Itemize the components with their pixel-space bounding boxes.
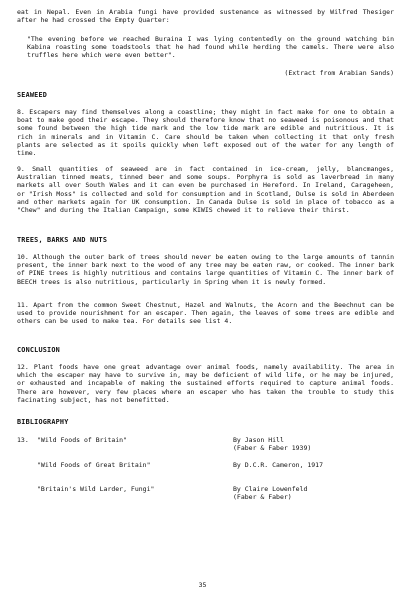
quote-source: (Extract from Arabian Sands) — [284, 69, 394, 77]
paragraph-11: 11. Apart from the common Sweet Chestnut, Hazel and Walnuts, the Acorn and the Beechnut can be used to provide nourishment for an escaper. Then again, the leaves of some trees are edible and others can be used to make tea. For details see list 4. — [17, 301, 394, 326]
bibliography-author: By D.C.R. Cameron, 1917 — [233, 461, 324, 469]
bibliography-number: 13. — [17, 436, 29, 444]
bibliography-entry — [17, 485, 394, 503]
bibliography-title: "Britain's Wild Larder, Fungi" — [37, 485, 155, 493]
bibliography-entry — [17, 461, 394, 471]
paragraph-8: 8. Escapers may find themselves along a coastline; they might in fact make for one to obtain a boat to make good their escape. They should therefore know that no seaweed is poisonous and that some found between the high tide mark and the low tide mark are edible and nutritious. It is rich in minerals and in Vitamin C. Care should be taken when collecting it that only fresh plants are selected as it spoils quickly when left exposed out of the water for any length of time. — [17, 108, 394, 158]
conclusion-heading: CONCLUSION — [17, 346, 60, 354]
bibliography-title: "Wild Foods of Great Britain" — [37, 461, 151, 469]
paragraph-10: 10. Although the outer bark of trees should never be eaten owing to the large amounts of tannin present, the inner bark next to the wood of any tree may be eaten raw, or cooked. The inner bark of PINE trees is highly nutritious and contains large quantities of Vitamin C. The inner bark of BEECH trees is also nutritious, particularly in Spring when it is newly formed. — [17, 253, 394, 286]
seaweed-heading: SEAWEED — [17, 91, 48, 99]
bibliography-entry — [17, 436, 394, 454]
bibliography-author: By Claire Lowenfeld (Faber & Faber) — [233, 485, 308, 502]
intro-paragraph: eat in Nepal. Even in Arabia fungi have provided sustenance as witnessed by Wilfred Thesiger after he had crossed the Empty Quarter: — [17, 8, 394, 25]
bibliography-title: "Wild Foods of Britain" — [37, 436, 128, 444]
page-number: 35 — [198, 581, 207, 589]
trees-heading: TREES, BARKS AND NUTS — [17, 236, 108, 244]
thesiger-quote: "The evening before we reached Buraina I was lying contentedly on the ground watching bin Kabina roasting some toadstools that he had found while herding the camels. There were also truffles here which were even better". — [27, 35, 394, 60]
paragraph-9: 9. Small quantities of seaweed are in fact contained in ice-cream, jelly, blancmanges, Australian tinned meats, tinned beer and some soups. Porphyra is sold as laverbread in many markets all over South Wales and it can even be purchased in Hereford. In Ireland, Carageheen, or "Irish Moss" is collected and sold for consumption and in Scotland, Dulse is sold in Aberdeen and other markets again for UK consumption. In Canada Dulse is sold in place of tobacco as a "Chew" and during the Italian Campaign, some KIWIS chewed it to relieve their thirst. — [17, 165, 394, 215]
paragraph-12: 12. Plant foods have one great advantage over animal foods, namely availability. The area in which the escaper may have to survive in, may be deficient of wild life, or he may be injured, or exhausted and incapable of making the sustained efforts required to capture animal foods. There are however, very few places where an escaper who has taken the trouble to study this facinating subject, has not benefitted. — [17, 363, 394, 404]
bibliography-heading: BIBLIOGRAPHY — [17, 418, 69, 426]
bibliography-author: By Jason Hill (Faber & Faber 1939) — [233, 436, 312, 453]
